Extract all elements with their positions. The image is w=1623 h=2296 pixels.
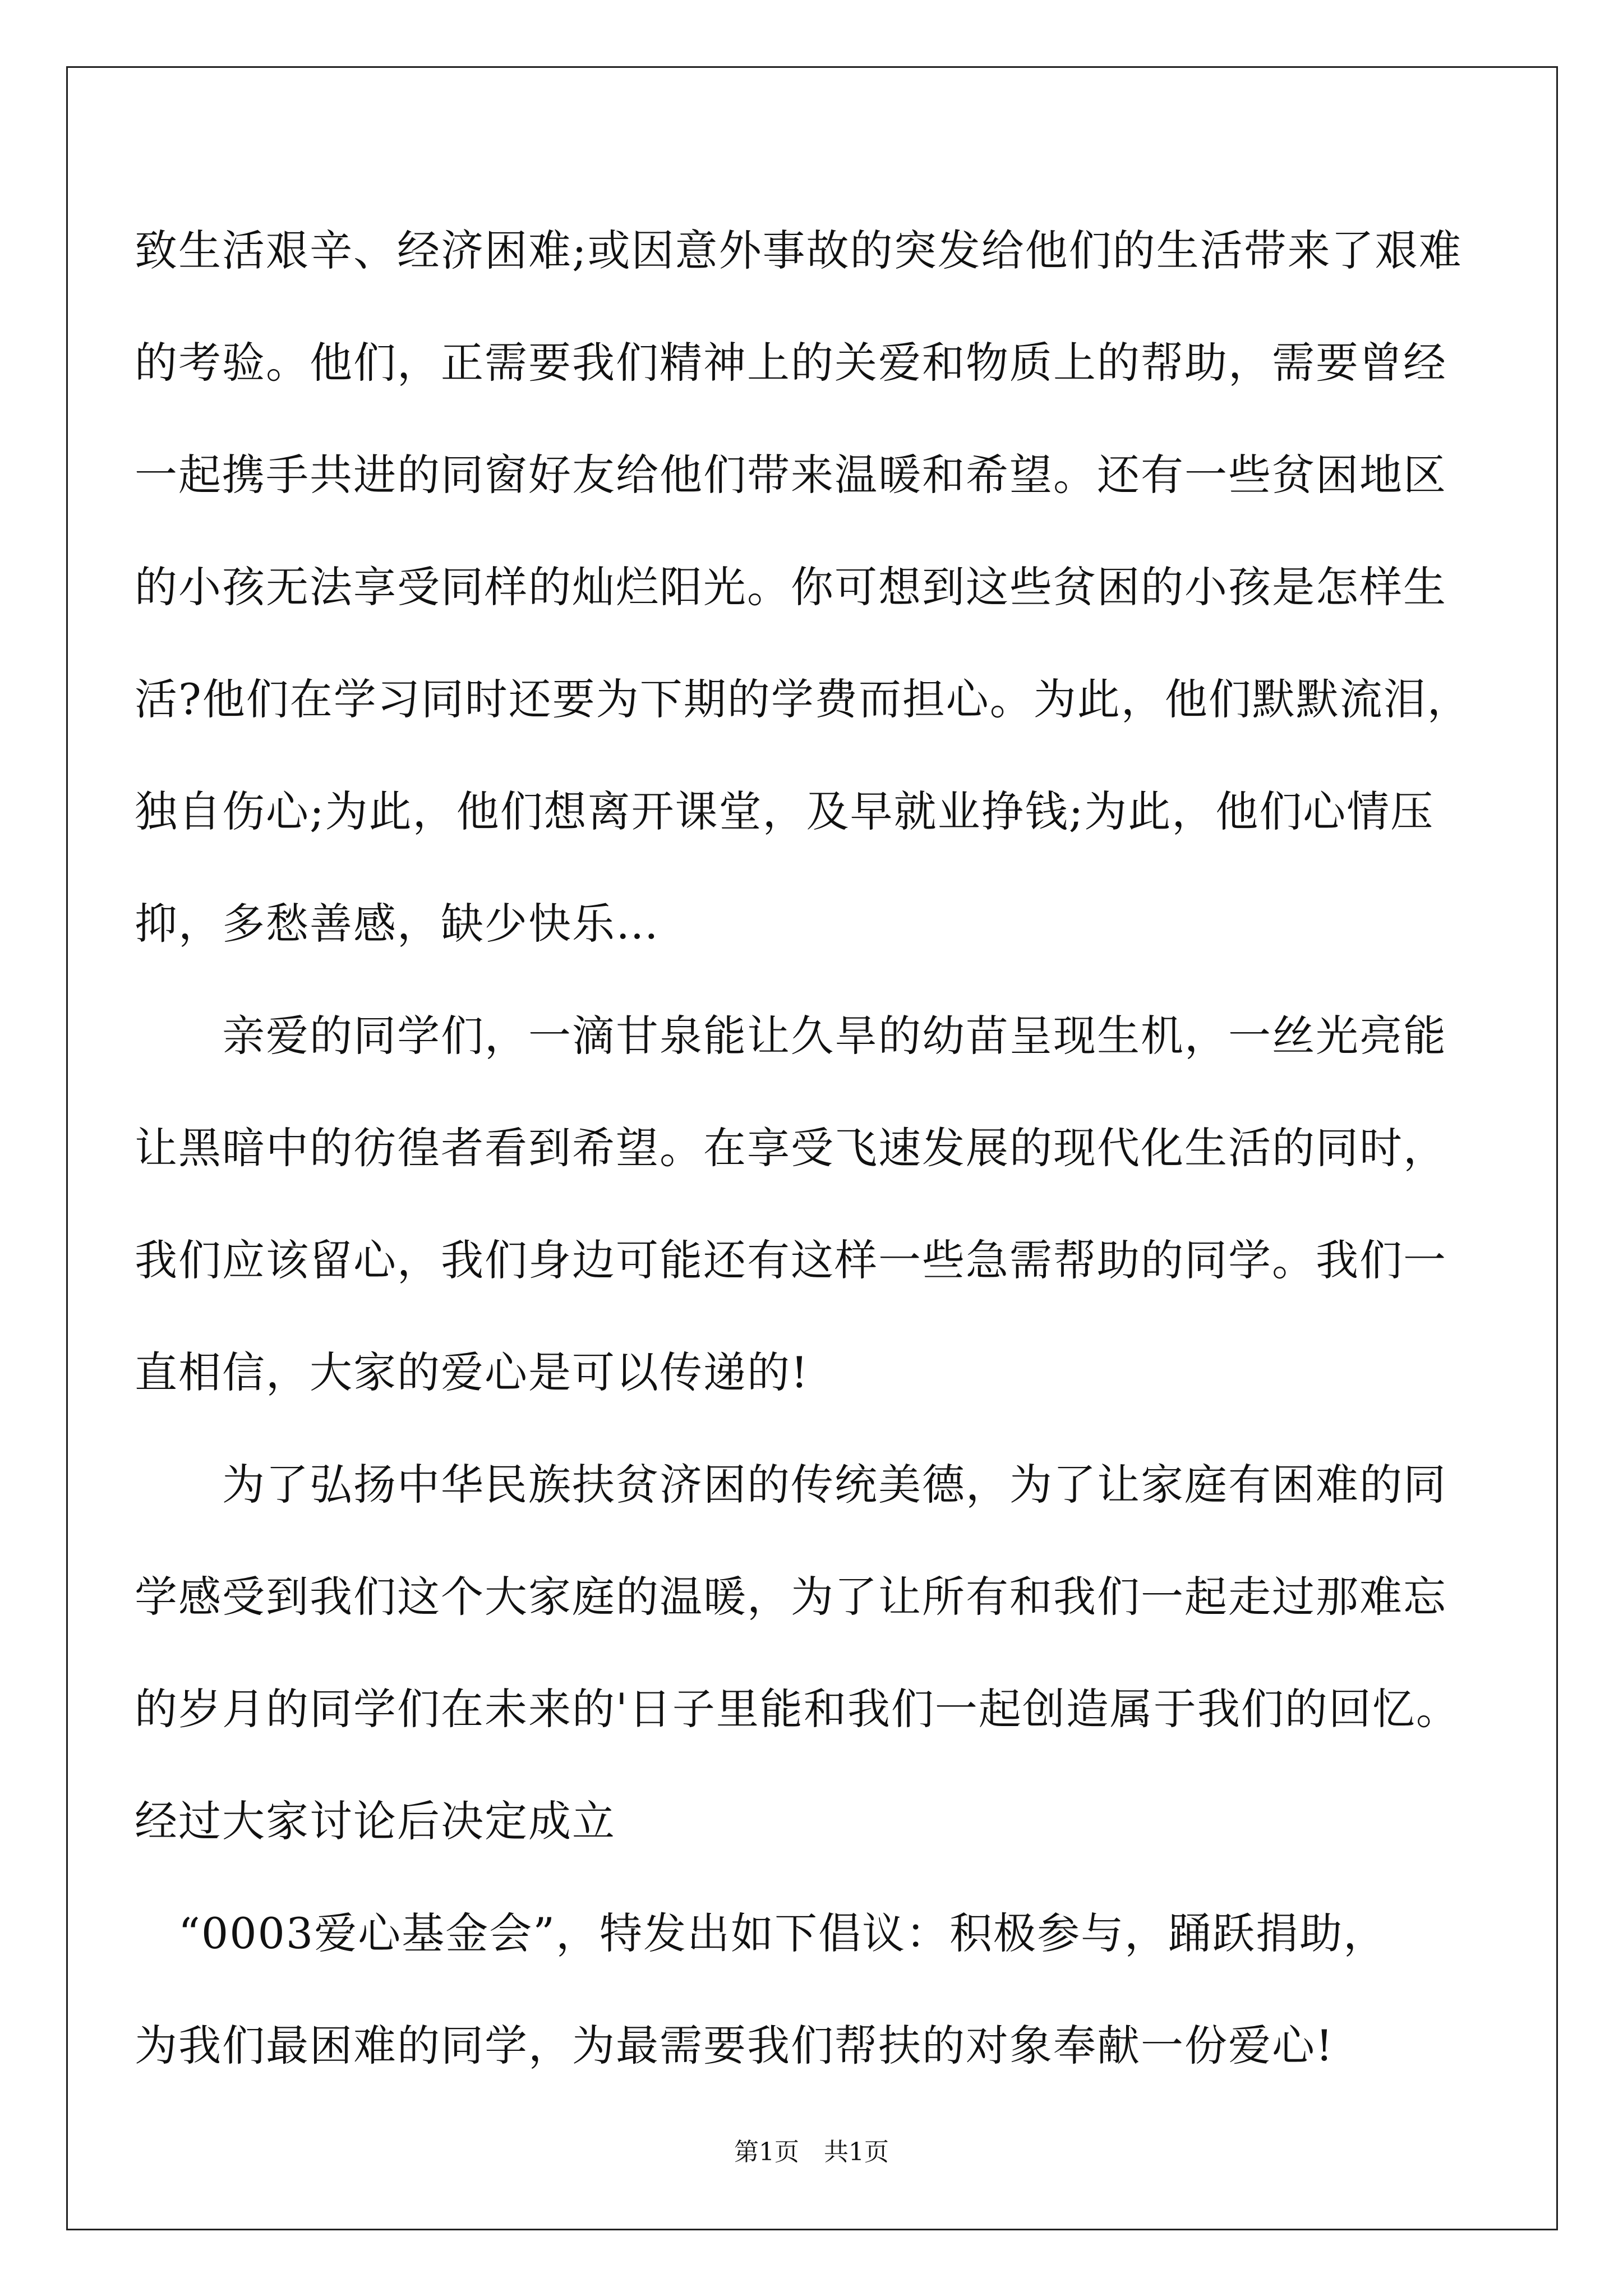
text-line: 直相信，大家的爱心是可以传递的! [135,1347,809,1397]
text-line: 让黑暗中的彷徨者看到希望。在享受飞速发展的现代化生活的同时， [135,1123,1447,1173]
text-line: 为我们最困难的同学，为最需要我们帮扶的对象奉献一份爱心! [135,2021,1334,2070]
text-line: 为了弘扬中华民族扶贫济困的传统美德，为了让家庭有困难的同 [135,1460,1447,1510]
text-line: 致生活艰辛、经济困难;或因意外事故的突发给他们的生活带来了艰难 [135,226,1463,275]
text-line: 的考验。他们，正需要我们精神上的关爱和物质上的帮助，需要曾经 [135,338,1447,388]
text-line: 亲爱的同学们，一滴甘泉能让久旱的幼苗呈现生机，一丝光亮能 [135,1011,1447,1061]
text-line: 学感受到我们这个大家庭的温暖，为了让所有和我们一起走过那难忘 [135,1572,1447,1622]
text-line: “0003爱心基金会”，特发出如下倡议：积极参与，踊跃捐助， [135,1908,1387,1958]
text-line: 的小孩无法享受同样的灿烂阳光。你可想到这些贫困的小孩是怎样生 [135,562,1447,612]
text-line: 一起携手共进的同窗好友给他们带来温暖和希望。还有一些贫困地区 [135,450,1447,500]
text-line: 活?他们在学习同时还要为下期的学费而担心。为此，他们默默流泪， [135,674,1471,724]
text-line: 经过大家讨论后决定成立 [135,1796,616,1846]
page-footer: 第1页 共1页 [734,2138,889,2166]
text-line: 我们应该留心，我们身边可能还有这样一些急需帮助的同学。我们一 [135,1235,1447,1285]
text-line: 抑，多愁善感，缺少快乐… [135,899,660,949]
text-line: 独自伤心;为此，他们想离开课堂，及早就业挣钱;为此，他们心情压 [135,786,1435,836]
text-line: 的岁月的同学们在未来的'日子里能和我们一起创造属于我们的回忆。 [135,1684,1460,1734]
